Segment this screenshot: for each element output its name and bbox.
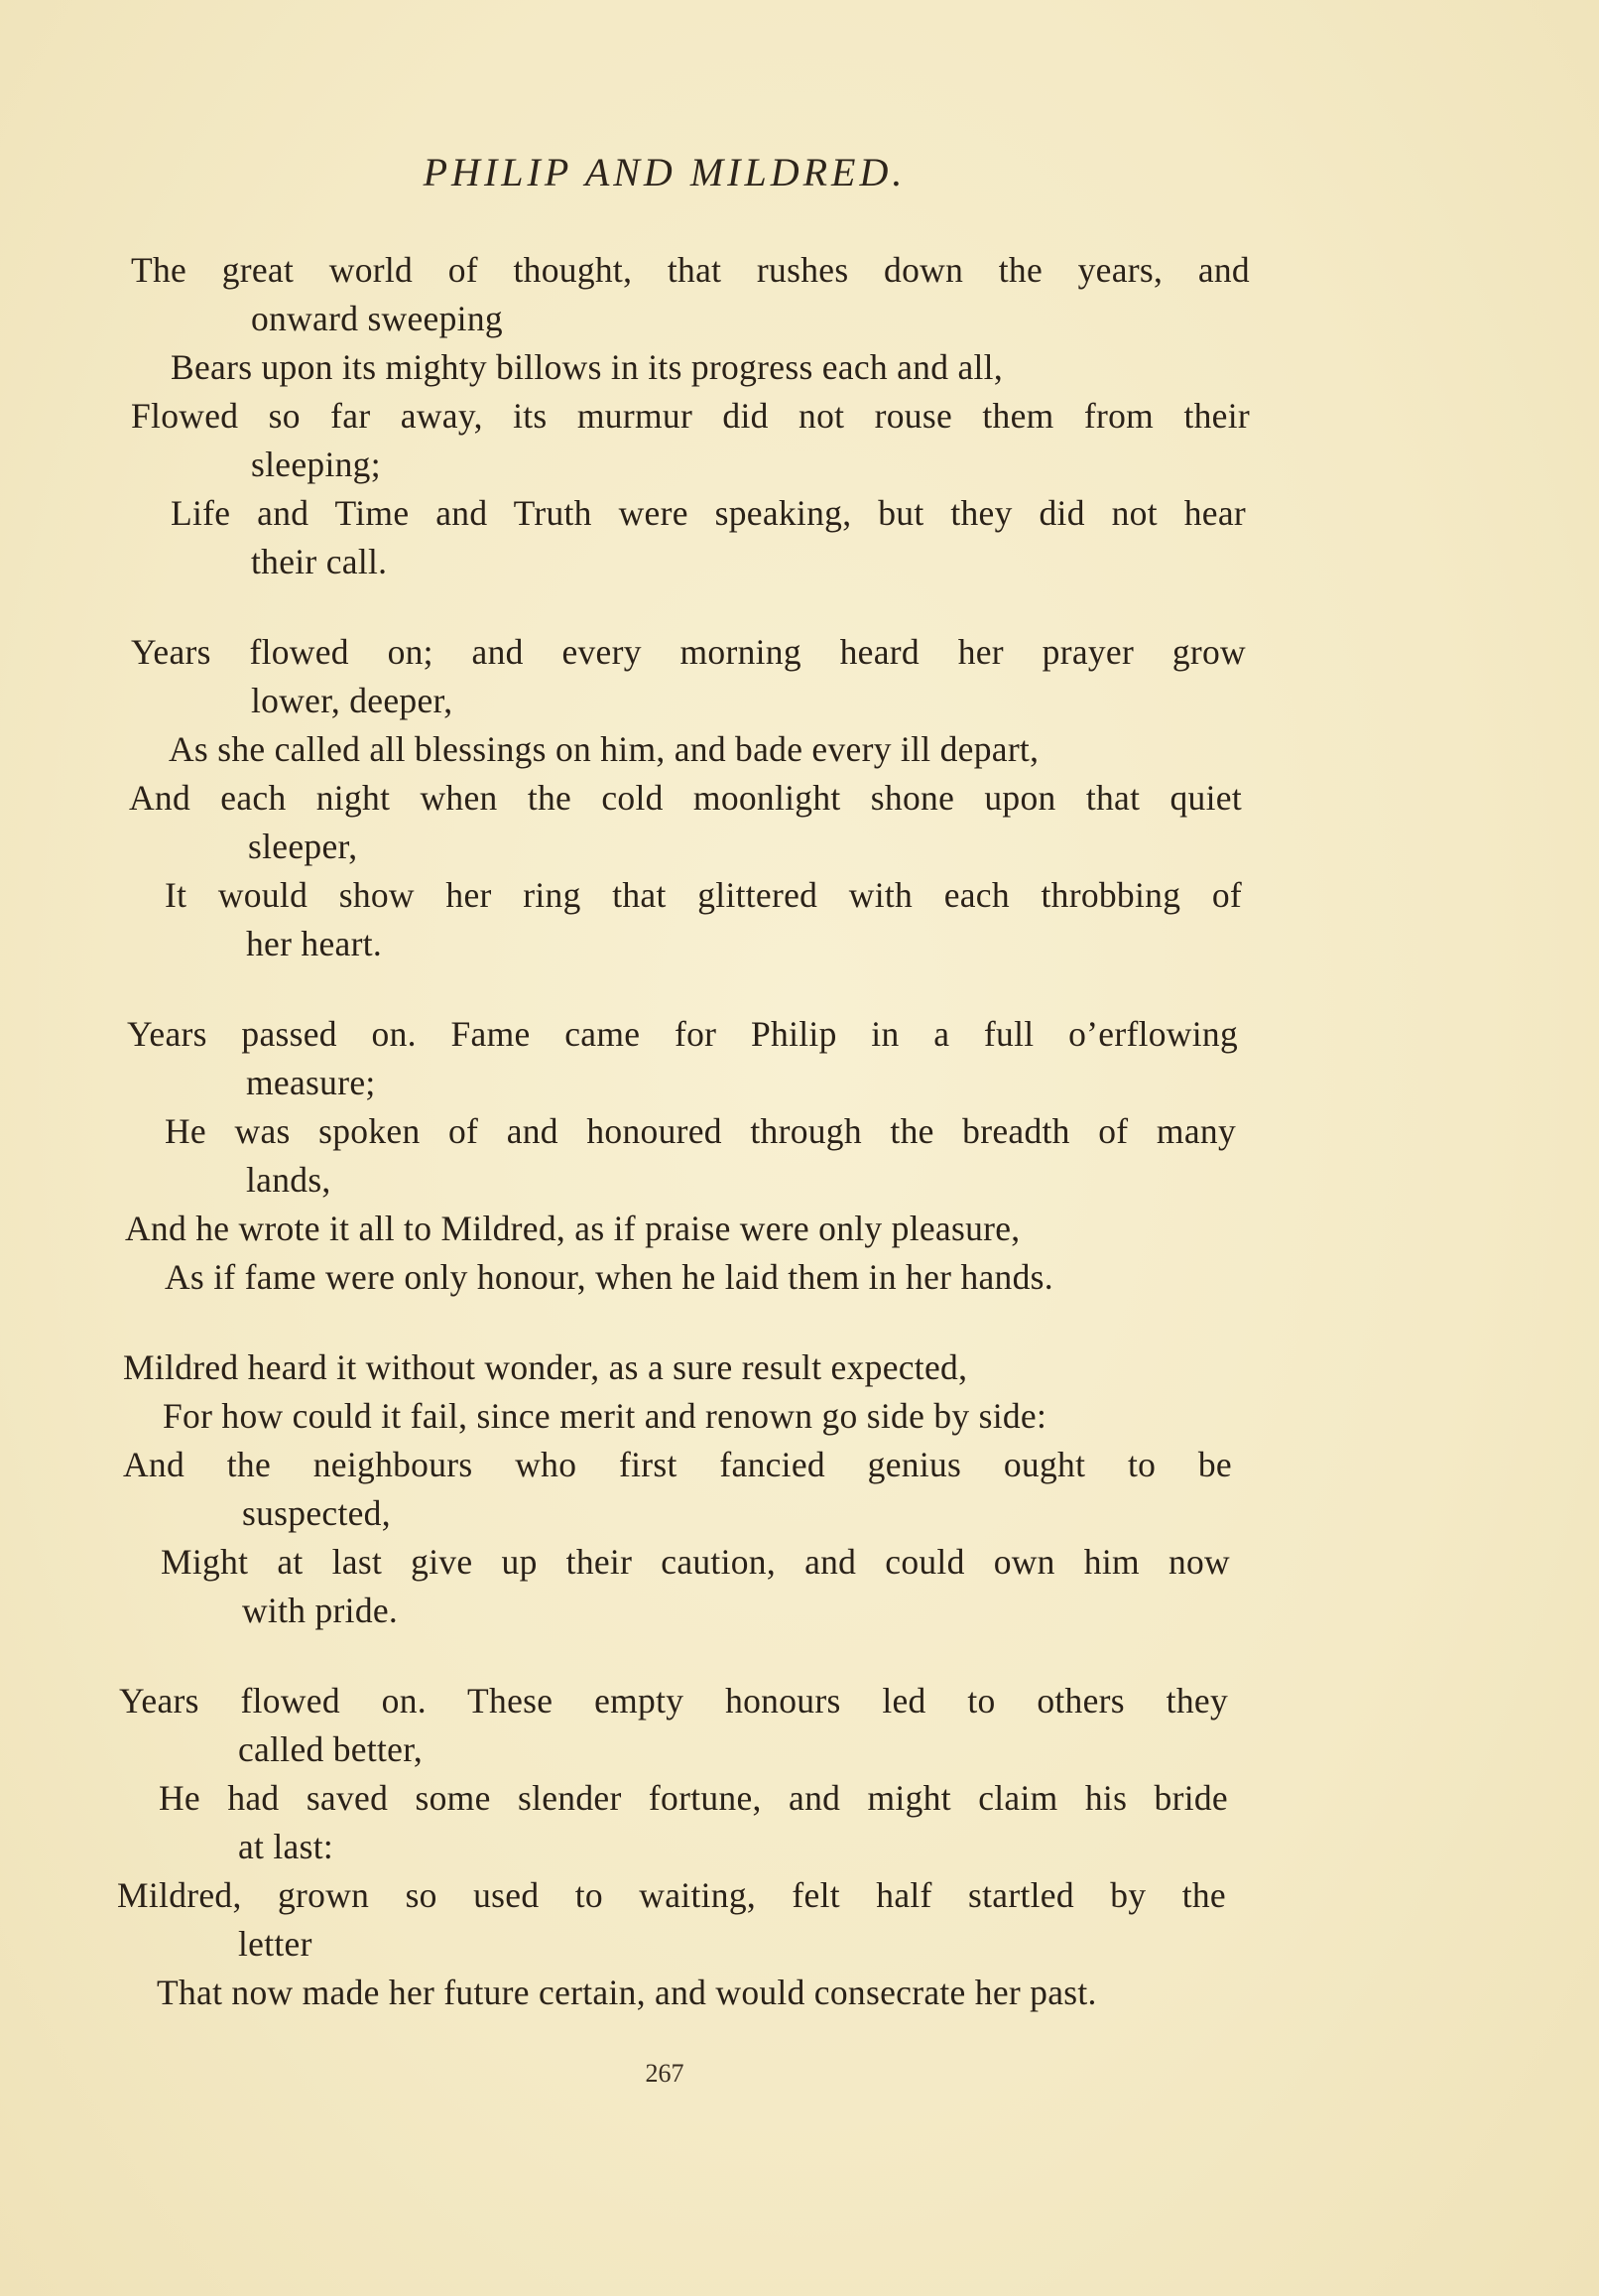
poem-line: Mildred, grown so used to waiting, felt half startled by the bbox=[117, 1875, 1226, 1915]
poem-line: Years flowed on; and every morning heard her prayer grow bbox=[131, 632, 1246, 672]
stanza bbox=[0, 628, 1599, 968]
poem-line: The great world of thought, that rushes down the years, and bbox=[131, 250, 1250, 290]
poem-line: It would show her ring that glittered with each throbbing of bbox=[165, 875, 1242, 915]
poem-line: suspected, bbox=[242, 1493, 391, 1533]
poem-line: lands, bbox=[246, 1160, 331, 1200]
poem-line: Mildred heard it without wonder, as a sure result expected, bbox=[123, 1347, 968, 1387]
poem-line: And the neighbours who first fancied genius ought to be bbox=[123, 1445, 1232, 1484]
stanza bbox=[0, 1343, 1599, 1635]
poem-line: her heart. bbox=[246, 924, 383, 963]
poem-line: Years passed on. Fame came for Philip in a full o’erflowing bbox=[127, 1014, 1238, 1054]
poem-line: As she called all blessings on him, and bade every ill depart, bbox=[169, 729, 1040, 769]
poem-line: with pride. bbox=[242, 1591, 399, 1630]
poem-line: their call. bbox=[251, 542, 388, 581]
stanza bbox=[0, 1010, 1599, 1302]
stanza bbox=[0, 246, 1599, 586]
poem-line: onward sweeping bbox=[251, 299, 503, 338]
poem-body bbox=[0, 246, 1599, 2059]
poem-line: called better, bbox=[238, 1729, 424, 1769]
page-number: 267 bbox=[645, 2059, 684, 2088]
poem-line: Might at last give up their caution, and could own him now bbox=[161, 1542, 1230, 1582]
poem-line: And he wrote it all to Mildred, as if praise were only pleasure, bbox=[125, 1209, 1021, 1248]
poem-line: measure; bbox=[246, 1063, 376, 1102]
poem-line: For how could it fail, since merit and renown go side by side: bbox=[163, 1396, 1047, 1436]
poem-line: As if fame were only honour, when he laid them in her hands. bbox=[165, 1257, 1053, 1297]
poem-line: He had saved some slender fortune, and might claim his bride bbox=[159, 1778, 1228, 1818]
poem-line: Years flowed on. These empty honours led to others they bbox=[119, 1681, 1228, 1721]
running-head: PHILIP AND MILDRED. bbox=[423, 150, 907, 194]
poem-line: at last: bbox=[238, 1827, 334, 1866]
poem-line: He was spoken of and honoured through the breadth of many bbox=[165, 1111, 1236, 1151]
poem-line: sleeper, bbox=[248, 827, 358, 866]
poem-line: Life and Time and Truth were speaking, but they did not hear bbox=[171, 493, 1246, 533]
poem-line: And each night when the cold moonlight shone upon that quiet bbox=[129, 778, 1242, 818]
poem-line: letter bbox=[238, 1924, 312, 1964]
stanza bbox=[0, 1677, 1599, 2017]
poem-line: sleeping; bbox=[251, 445, 381, 484]
poem-line: Bears upon its mighty billows in its progress each and all, bbox=[171, 347, 1004, 387]
poem-line: Flowed so far away, its murmur did not rouse them from their bbox=[131, 396, 1250, 436]
poem-line: lower, deeper, bbox=[251, 681, 453, 720]
poem-line: That now made her future certain, and would consecrate her past. bbox=[157, 1973, 1097, 2012]
